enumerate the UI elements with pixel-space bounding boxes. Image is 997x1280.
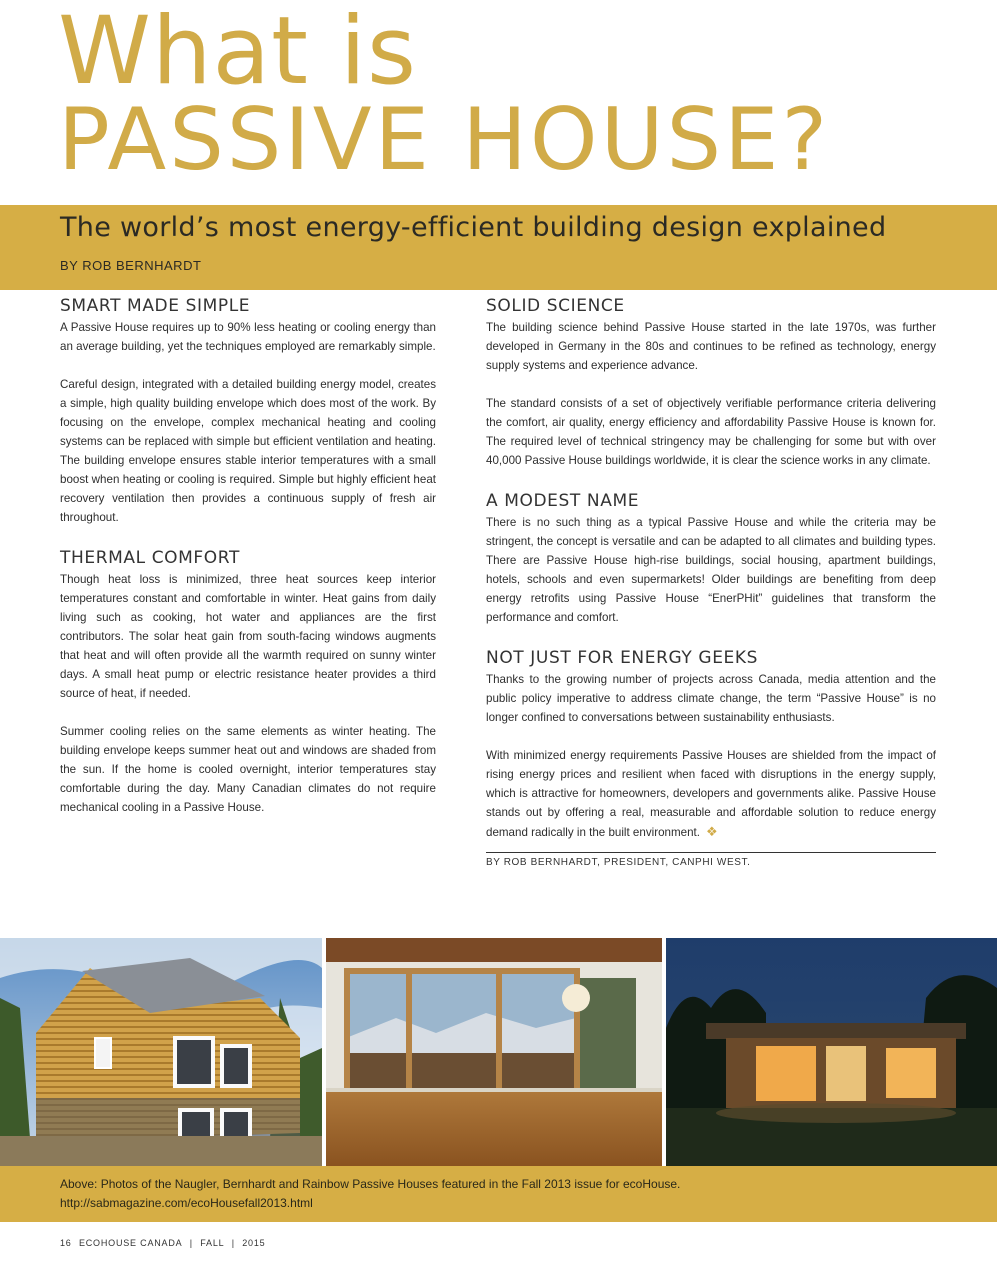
paragraph	[486, 746, 936, 842]
footer-year: 2015	[242, 1238, 266, 1248]
footer-separator: |	[189, 1238, 193, 1248]
section-a-modest-name	[486, 489, 936, 627]
section-heading: THERMAL COMFORT	[60, 548, 240, 568]
section-solid-science	[486, 294, 936, 470]
subtitle: The world’s most energy-efficient building design explained	[60, 212, 887, 243]
title-line-1: What is	[58, 0, 417, 106]
section-not-just-for-energy-geeks	[486, 646, 936, 842]
footer-season: FALL	[200, 1238, 225, 1248]
footer-separator: |	[231, 1238, 235, 1248]
footer-magazine: ECOHOUSE CANADA	[78, 1238, 183, 1248]
section-heading: A MODEST NAME	[486, 491, 640, 511]
photo-strip	[0, 938, 997, 1166]
paragraph: Though heat loss is minimized, three heat sources keep interior temperatures constant and comfortable in winter. Heat gains from daily living such as cooking, hot water and appliances are the first contributors. The solar heat gain from south-facing windows augments that heat and will often provide all the warmth required on sunny winter days. A small heat pump or electric resistance heater provides a third source of heat, if needed.	[60, 573, 436, 700]
photo-naugler-house	[0, 938, 322, 1166]
section-smart-made-simple	[60, 294, 436, 527]
caption-text: Above: Photos of the Naugler, Bernhardt and Rainbow Passive Houses featured in the Fall 2013 issue for ecoHouse.	[60, 1177, 681, 1191]
paragraph: Thanks to the growing number of projects across Canada, media attention and the public policy imperative to address climate change, the term “Passive House” is no longer confined to conversations between sustainability enthusiasts.	[486, 673, 936, 724]
section-heading: SMART MADE SIMPLE	[60, 296, 251, 316]
right-column	[486, 294, 936, 868]
divider	[486, 852, 936, 853]
paragraph: Careful design, integrated with a detailed building energy model, creates a simple, high quality building envelope which does most of the work. By focusing on the envelope, complex mechanical heating and cooling systems can be replaced with simple but efficient ventilation and heating. The building envelope ensures stable interior temperatures with a small boost when heating or cooling is required. Simple but highly efficient heat recovery ventilation then provides a continuous supply of fresh air throughout.	[60, 378, 436, 524]
paragraph: A Passive House requires up to 90% less heating or cooling energy than an average building, yet the techniques employed are remarkably simple.	[60, 321, 436, 353]
photo-rainbow-house-night	[666, 938, 997, 1166]
end-mark-icon: ❖	[705, 824, 718, 839]
author-credit: BY ROB BERNHARDT, PRESIDENT, CANPHI WEST.	[486, 857, 751, 868]
paragraph: There is no such thing as a typical Passive House and while the criteria may be stringent, the concept is versatile and can be adapted to all climates and building types. There are Passive House high-rise buildings, social housing, apartment buildings, hotels, schools and even supermarkets! Older buildings are benefiting from deep energy retrofits using Passive House “EnerPHit” guidelines that transform the performance and comfort.	[486, 516, 936, 624]
paragraph: Summer cooling relies on the same elements as winter heating. The building envelope keeps summer heat out and windows are shaded from the sun. If the home is cooled overnight, interior temperatures stay comfortable during the day. Many Canadian climates do not require mechanical cooling in a Passive House.	[60, 725, 436, 814]
section-heading: NOT JUST FOR ENERGY GEEKS	[486, 648, 759, 668]
title-line-2: PASSIVE HOUSE?	[58, 90, 831, 190]
photo-caption	[60, 1175, 680, 1213]
left-column	[60, 294, 436, 836]
page-footer	[60, 1238, 269, 1248]
page-title	[58, 0, 831, 190]
caption-url[interactable]: http://sabmagazine.com/ecoHousefall2013.html	[60, 1196, 313, 1210]
byline: BY ROB BERNHARDT	[60, 258, 202, 273]
section-heading: SOLID SCIENCE	[486, 296, 625, 316]
page-number: 16	[60, 1238, 72, 1248]
paragraph: The building science behind Passive House started in the late 1970s, was further developed in Germany in the 80s and continues to be refined as technology, energy supply systems and experience advance.	[486, 321, 936, 372]
paragraph: The standard consists of a set of objectively verifiable performance criteria delivering the comfort, air quality, energy efficiency and affordability Passive House is known for. The required level of technical stringency may be challenging for some but with over 40,000 Passive House buildings worldwide, it is clear the science works in any climate.	[486, 397, 936, 467]
section-thermal-comfort	[60, 546, 436, 817]
paragraph-text: With minimized energy requirements Passive Houses are shielded from the impact of rising energy prices and resilient when faced with disruptions in the energy supply, which is attractive for homeowners, developers and governments alike. Passive House stands out by offering a real, measurable and affordable solution to reduce energy demand radically in the built environment.	[486, 749, 936, 839]
photo-bernhardt-interior	[326, 938, 662, 1166]
